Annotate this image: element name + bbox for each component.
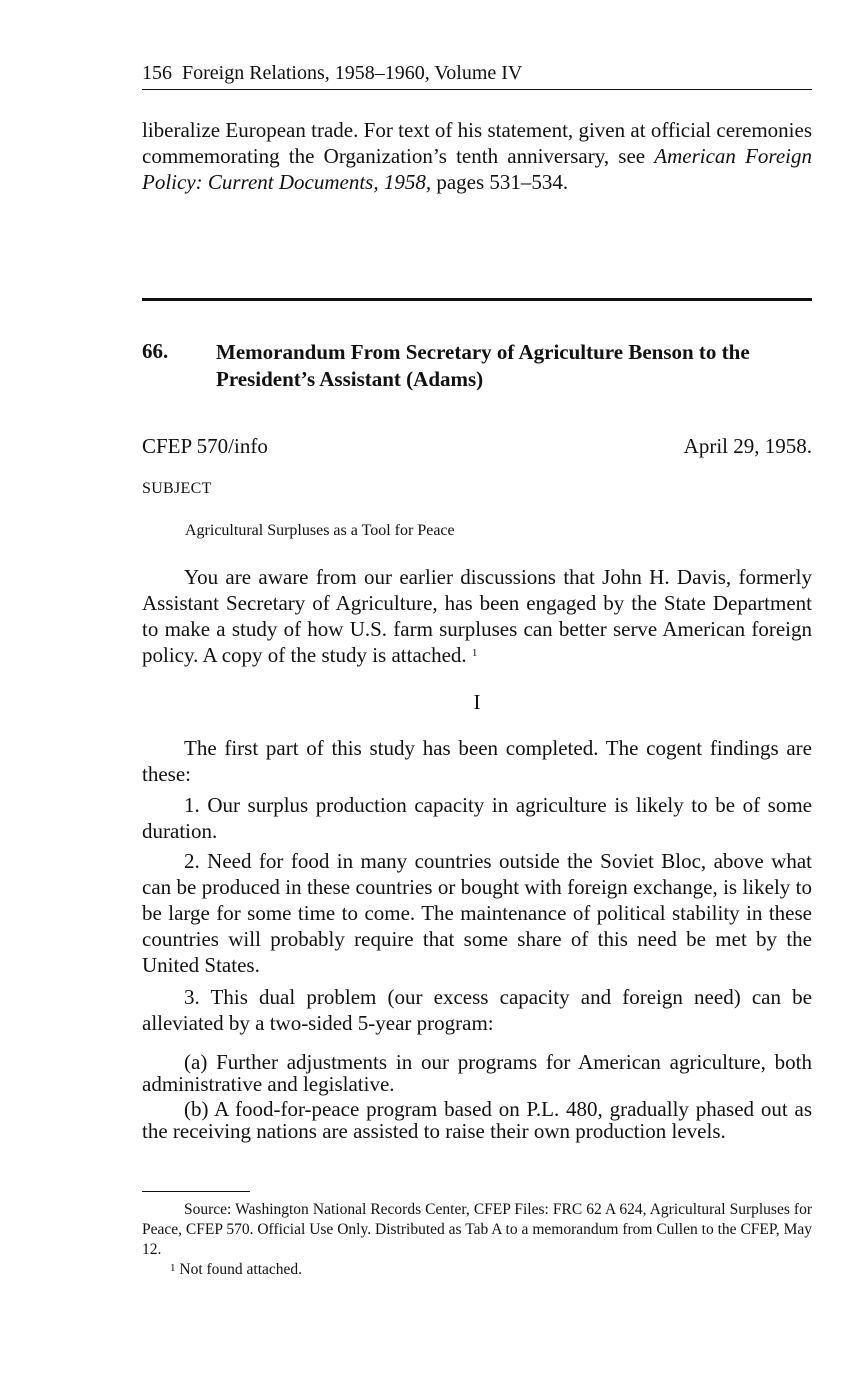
carryover-paragraph [142, 117, 812, 195]
footnote-text: Not found attached. [179, 1261, 303, 1278]
subject-label: SUBJECT [142, 480, 212, 497]
document-date: April 29, 1958. [683, 434, 812, 458]
findings-intro: The first part of this study has been completed. The cogent findings are these: [142, 736, 812, 786]
finding-item: 3. This dual problem (our excess capacity and foreign need) can be alleviated by a two-sided 5-year program: [142, 985, 812, 1035]
carryover-pages: pages 531–534. [431, 170, 569, 194]
intro-text: You are aware from our earlier discussions that John H. Davis, formerly Assistant Secretary of Agriculture, has been engaged by the State Department to make a study of how U.S. farm surpluses can better serve American foreign policy. A copy of the study is attached. [142, 565, 812, 667]
program-subitem: (a) Further adjustments in our programs for American agriculture, both administrative and legislative. [142, 1050, 812, 1096]
carryover-citation: American Foreign Policy: Current Documents, 1958, [142, 144, 812, 194]
program-subitem: (b) A food-for-peace program based on P.L. 480, gradually phased out as the receiving nations are assisted to raise their own production levels. [142, 1097, 812, 1143]
document-title: Memorandum From Secretary of Agriculture Benson to the President’s Assistant (Adams) [216, 340, 750, 391]
running-title: Foreign Relations, 1958–1960, Volume IV [182, 62, 523, 84]
file-reference: CFEP 570/info [142, 434, 268, 458]
footnote-marker: 1 [170, 1262, 176, 1274]
finding-item: 1. Our surplus production capacity in agriculture is likely to be of some duration. [142, 793, 812, 843]
header-rule [142, 89, 812, 90]
footnote-rule [142, 1191, 250, 1192]
running-head [142, 62, 812, 85]
page-number: 156 [142, 62, 172, 84]
intro-paragraph [142, 564, 812, 668]
document-number: 66. [142, 339, 169, 363]
section-heading: I [473, 690, 481, 714]
footnote-ref[interactable]: 1 [471, 647, 478, 659]
section-divider [142, 298, 812, 301]
source-note: Source: Washington National Records Center, CFEP Files: FRC 62 A 624, Agricultural Surpluses for Peace, CFEP 570. Official Use Only. Distributed as Tab A to a memorandum from Cullen to the CFEP, May 12. [142, 1201, 812, 1258]
carryover-text: liberalize European trade. For text of his statement, given at official ceremonies commemorating the Organization’s tenth anniversary, see [142, 118, 812, 168]
finding-item: 2. Need for food in many countries outside the Soviet Bloc, above what can be produced in these countries or bought with foreign exchange, is likely to be large for some time to come. The maintenance of political stability in these countries will probably require that some share of this need be met by the United States. [142, 849, 812, 977]
footnote-1 [142, 1260, 812, 1280]
subject-text: Agricultural Surpluses as a Tool for Peace [185, 522, 455, 539]
